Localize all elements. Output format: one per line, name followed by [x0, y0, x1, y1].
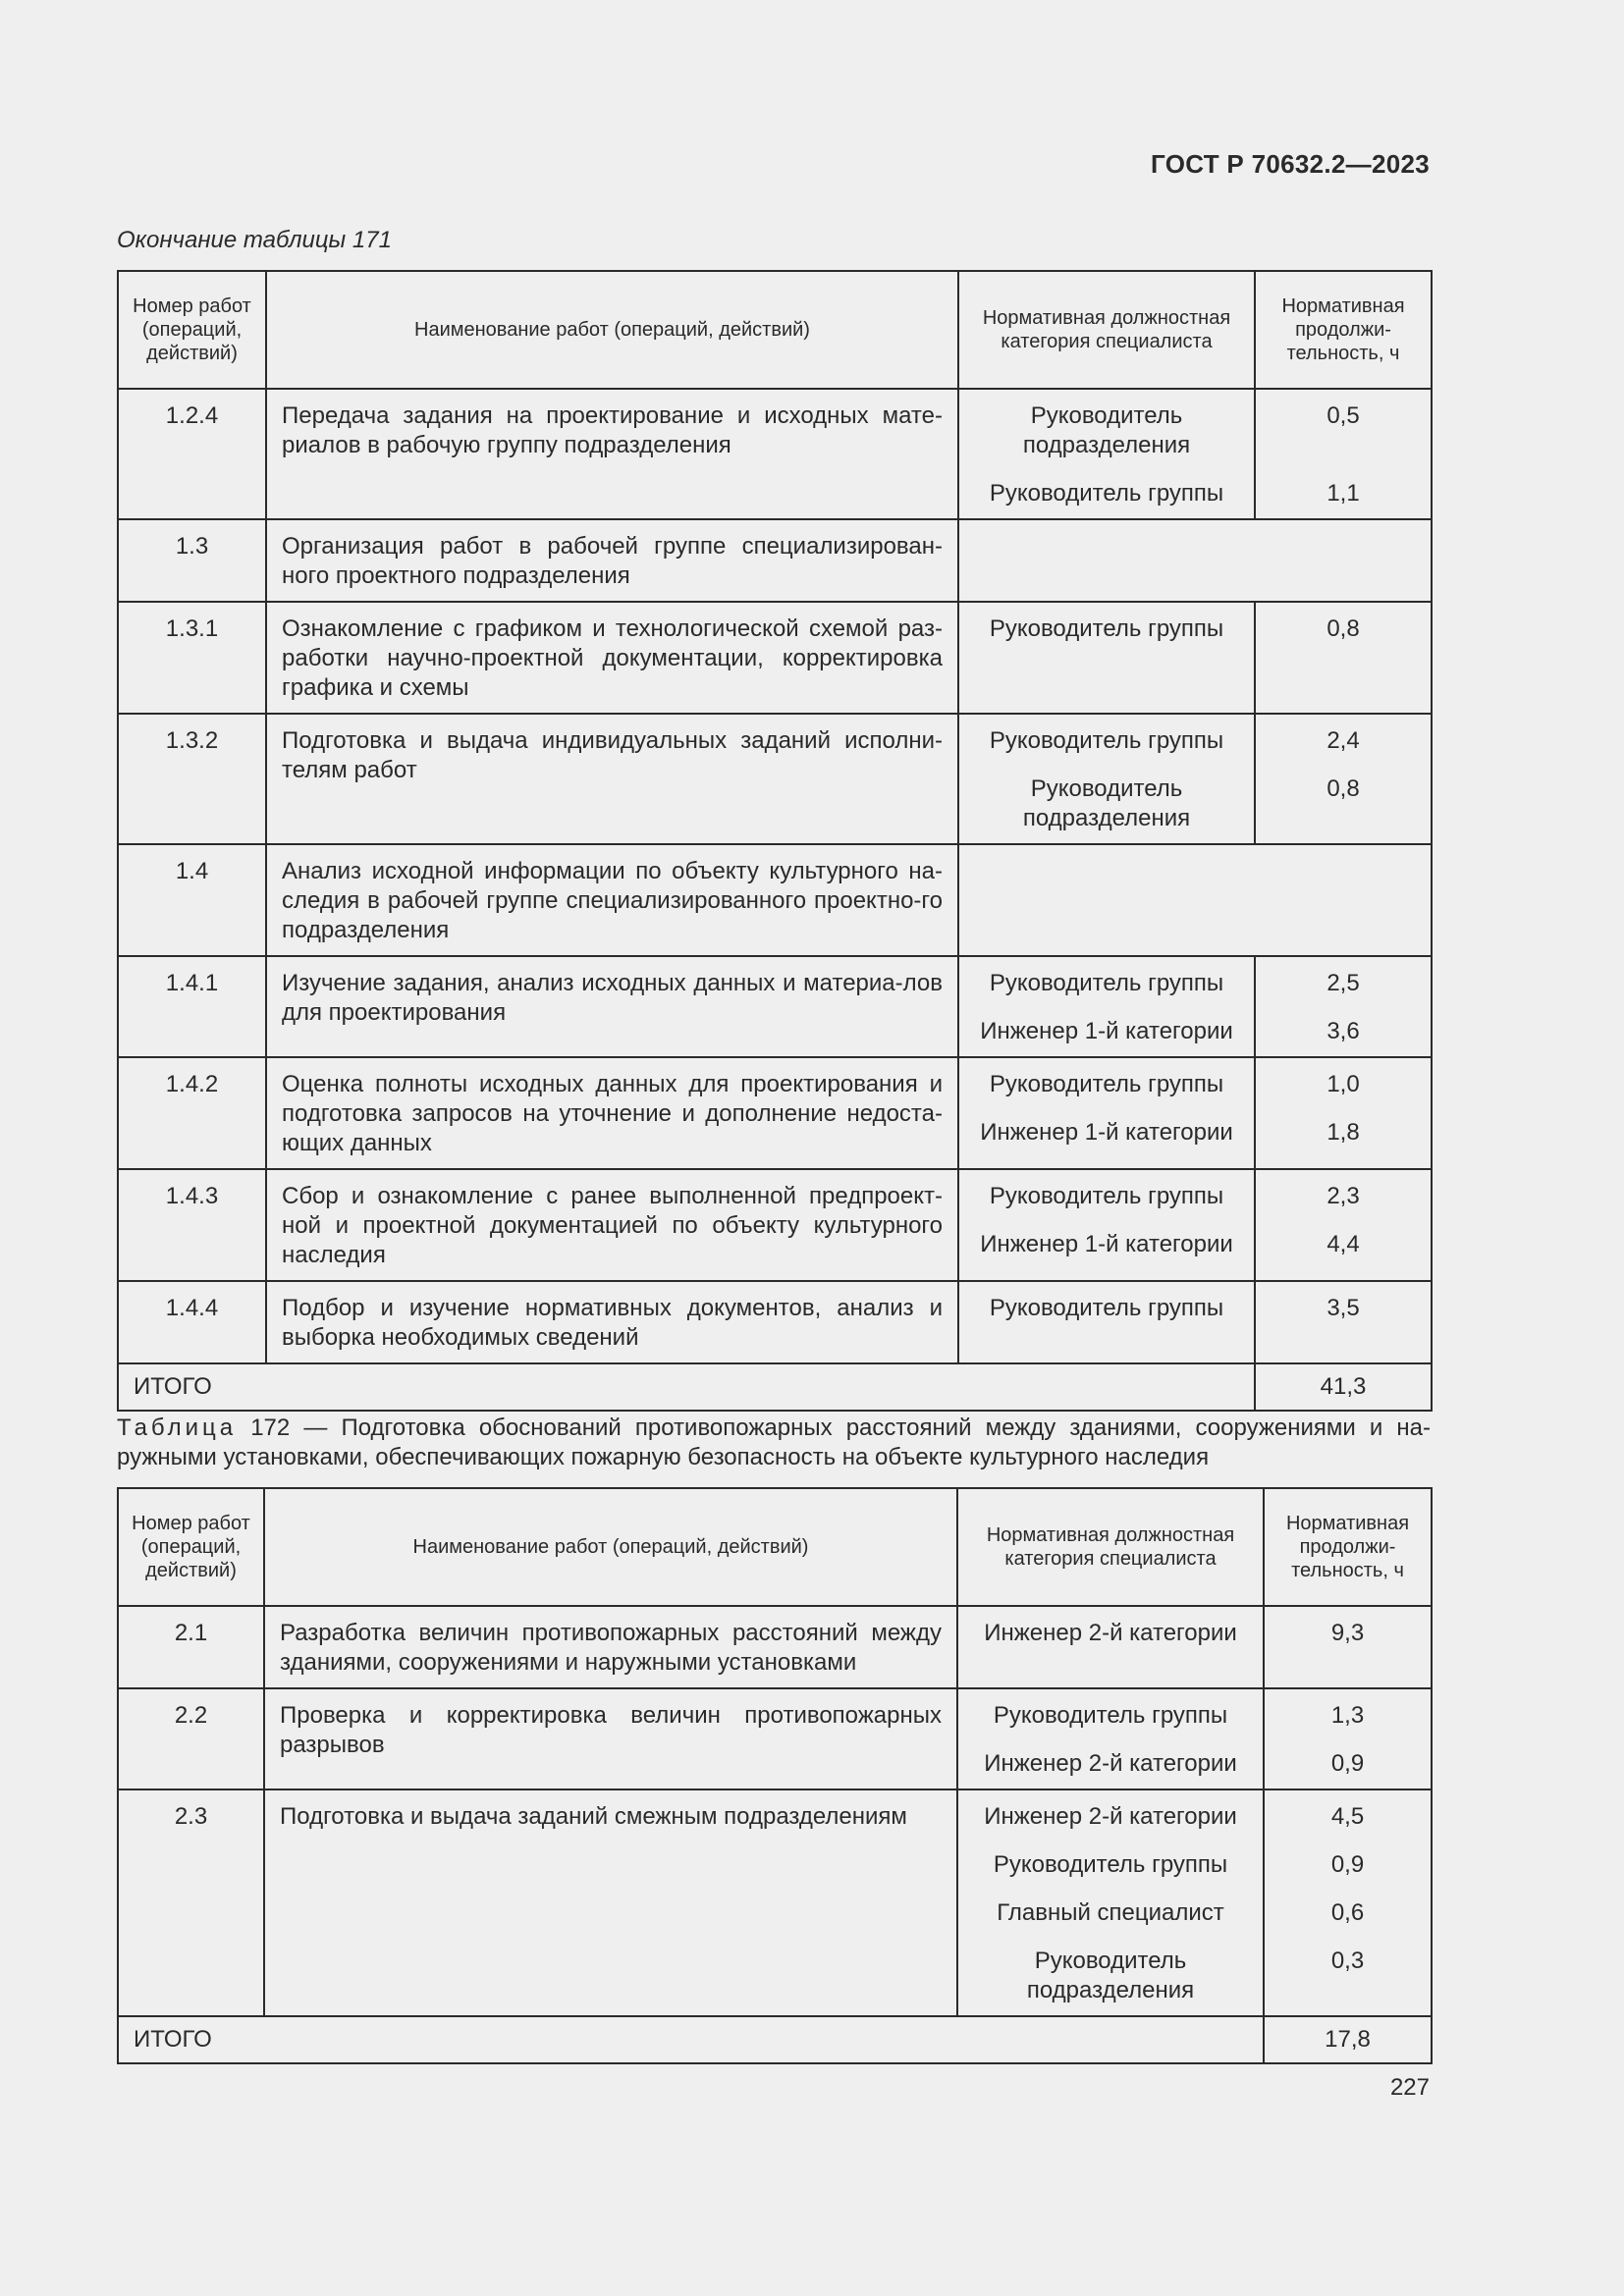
duration-value: 9,3: [1330, 1620, 1365, 1646]
duration-cell: [1255, 956, 1432, 1057]
table-row: [118, 602, 1432, 714]
table-row: [118, 1281, 1432, 1363]
duration-cell: [1255, 389, 1432, 519]
duration-value: 2,5: [1326, 970, 1360, 996]
specialist-category: Инженер 1-й категории: [980, 1231, 1233, 1257]
caption-text: 172 — Подготовка обоснований противопожарных расстояний между зданиями, сооружениями и на-ружными установками, обеспечивающих пожарную безопасность на объекте культурного наследия: [117, 1415, 1431, 1470]
work-name: Проверка и корректировка величин противопожарных разрывов: [264, 1688, 957, 1789]
duration-value: 0,8: [1326, 775, 1360, 802]
table-row: [118, 956, 1432, 1057]
duration-value: 0,8: [1326, 615, 1360, 642]
specialist-category: Руководитель группы: [989, 1183, 1224, 1209]
specialist-category-cell: [957, 1606, 1264, 1688]
document-code: ГОСТ Р 70632.2—2023: [1151, 149, 1430, 179]
duration-cell: [1264, 1606, 1432, 1688]
work-name: Подготовка и выдача заданий смежным подразделениям: [264, 1789, 957, 2016]
specialist-category-cell: [958, 1169, 1255, 1281]
table-header-row: [118, 271, 1432, 389]
duration-cell: [1264, 1688, 1432, 1789]
table-171-total-row: [118, 1363, 1432, 1411]
duration-cell: [1255, 1057, 1432, 1169]
column-header-duration: Нормативная продолжи-тельность, ч: [1255, 271, 1432, 389]
specialist-category-cell: [958, 602, 1255, 714]
duration-value: 2,4: [1326, 727, 1360, 754]
table-172: [117, 1487, 1433, 2064]
table-171-continuation-title: Окончание таблицы 171: [117, 227, 392, 253]
duration-cell: [1255, 714, 1432, 844]
work-name: Организация работ в рабочей группе специализирован-ного проектного подразделения: [266, 519, 958, 602]
work-name: Оценка полноты исходных данных для проектирования и подготовка запросов на уточнение и дополнение недоста-ющих данных: [266, 1057, 958, 1169]
work-name: Подготовка и выдача индивидуальных заданий исполни-телям работ: [266, 714, 958, 844]
specialist-category-cell: [958, 1057, 1255, 1169]
total-value: 17,8: [1264, 2016, 1432, 2063]
work-name: Разработка величин противопожарных расстояний между зданиями, сооружениями и наружными установками: [264, 1606, 957, 1688]
specialist-category-cell: [957, 1789, 1264, 2016]
specialist-category: Руководитель группы: [989, 615, 1224, 642]
duration-value: 0,9: [1330, 1851, 1365, 1878]
specialist-category: Руководитель подразделения: [1026, 1948, 1195, 2003]
specialist-category: Руководитель подразделения: [1022, 775, 1191, 831]
column-header-category: Нормативная должностная категория специалиста: [957, 1488, 1264, 1606]
work-number: 1.4: [118, 844, 266, 956]
table-row: [118, 1057, 1432, 1169]
total-label: ИТОГО: [118, 2016, 1264, 2063]
table-row: [118, 519, 1432, 602]
table-171: [117, 270, 1433, 1412]
specialist-category: Руководитель группы: [989, 727, 1224, 754]
duration-cell: [1255, 602, 1432, 714]
work-number: 1.4.1: [118, 956, 266, 1057]
caption-prefix: Таблица: [117, 1415, 238, 1441]
work-number: 1.4.3: [118, 1169, 266, 1281]
duration-value: 0,3: [1330, 1948, 1365, 1974]
specialist-category: Руководитель группы: [989, 480, 1224, 507]
specialist-category: Руководитель группы: [989, 1071, 1224, 1097]
column-header-number: Номер работ (операций, действий): [118, 271, 266, 389]
work-number: 1.3.2: [118, 714, 266, 844]
specialist-category: Инженер 2-й категории: [984, 1750, 1237, 1777]
duration-value: 2,3: [1326, 1183, 1360, 1209]
specialist-category-cell: [958, 1281, 1255, 1363]
duration-value: 1,8: [1326, 1119, 1360, 1146]
duration-cell: [1255, 1169, 1432, 1281]
column-header-duration: Нормативная продолжи-тельность, ч: [1264, 1488, 1432, 1606]
duration-value: 1,0: [1326, 1071, 1360, 1097]
duration-cell: [1255, 1281, 1432, 1363]
duration-value: 1,1: [1326, 480, 1360, 507]
table-row: [118, 1169, 1432, 1281]
page-number: 227: [1389, 2074, 1430, 2101]
work-number: 1.2.4: [118, 389, 266, 519]
work-name: Сбор и ознакомление с ранее выполненной предпроект-ной и проектной документацией по объекту культурного наследия: [266, 1169, 958, 1281]
column-header-category: Нормативная должностная категория специалиста: [958, 271, 1255, 389]
work-number: 1.3.1: [118, 602, 266, 714]
table-row: [118, 1688, 1432, 1789]
column-header-name: Наименование работ (операций, действий): [264, 1488, 957, 1606]
specialist-category-cell: [957, 1688, 1264, 1789]
work-name: Подбор и изучение нормативных документов, анализ и выборка необходимых сведений: [266, 1281, 958, 1363]
table-row: [118, 844, 1432, 956]
table-row: [118, 1789, 1432, 2016]
duration-value: 4,5: [1330, 1803, 1365, 1830]
specialist-category: Руководитель группы: [993, 1851, 1228, 1878]
table-172-total-row: [118, 2016, 1432, 2063]
specialist-category: Руководитель группы: [993, 1702, 1228, 1729]
specialist-category: Руководитель группы: [989, 970, 1224, 996]
table-172-caption: [117, 1414, 1431, 1472]
specialist-category: Руководитель группы: [989, 1295, 1224, 1321]
specialist-category: Инженер 2-й категории: [984, 1803, 1237, 1830]
empty-merged-cell: [958, 519, 1432, 602]
specialist-category: Инженер 1-й категории: [980, 1119, 1233, 1146]
table-row: [118, 714, 1432, 844]
specialist-category-cell: [958, 956, 1255, 1057]
specialist-category: Главный специалист: [997, 1899, 1224, 1926]
work-number: 2.1: [118, 1606, 264, 1688]
duration-value: 1,3: [1330, 1702, 1365, 1729]
work-number: 2.3: [118, 1789, 264, 2016]
specialist-category-cell: [958, 714, 1255, 844]
total-value: 41,3: [1255, 1363, 1432, 1411]
empty-merged-cell: [958, 844, 1432, 956]
duration-value: 3,5: [1326, 1295, 1360, 1321]
work-name: Изучение задания, анализ исходных данных и материа-лов для проектирования: [266, 956, 958, 1057]
specialist-category-cell: [958, 389, 1255, 519]
table-row: [118, 1606, 1432, 1688]
specialist-category: Инженер 2-й категории: [984, 1620, 1237, 1646]
table-row: [118, 389, 1432, 519]
work-number: 1.3: [118, 519, 266, 602]
column-header-number: Номер работ (операций, действий): [118, 1488, 264, 1606]
duration-value: 4,4: [1326, 1231, 1360, 1257]
work-number: 1.4.4: [118, 1281, 266, 1363]
duration-value: 0,6: [1330, 1899, 1365, 1926]
specialist-category: Инженер 1-й категории: [980, 1018, 1233, 1044]
work-name: Ознакомление с графиком и технологической схемой раз-работки научно-проектной документации, корректировка графика и схемы: [266, 602, 958, 714]
work-name: Передача задания на проектирование и исходных мате-риалов в рабочую группу подразделения: [266, 389, 958, 519]
total-label: ИТОГО: [118, 1363, 1255, 1411]
specialist-category: Руководитель подразделения: [1022, 402, 1191, 458]
table-172-body: [118, 1606, 1432, 2016]
table-header-row: [118, 1488, 1432, 1606]
duration-value: 0,9: [1330, 1750, 1365, 1777]
duration-value: 3,6: [1326, 1018, 1360, 1044]
duration-value: 0,5: [1326, 402, 1360, 429]
work-number: 1.4.2: [118, 1057, 266, 1169]
work-number: 2.2: [118, 1688, 264, 1789]
table-171-body: [118, 389, 1432, 1363]
duration-cell: [1264, 1789, 1432, 2016]
work-name: Анализ исходной информации по объекту культурного на-следия в рабочей группе специализированного проектно-го подразделения: [266, 844, 958, 956]
column-header-name: Наименование работ (операций, действий): [266, 271, 958, 389]
